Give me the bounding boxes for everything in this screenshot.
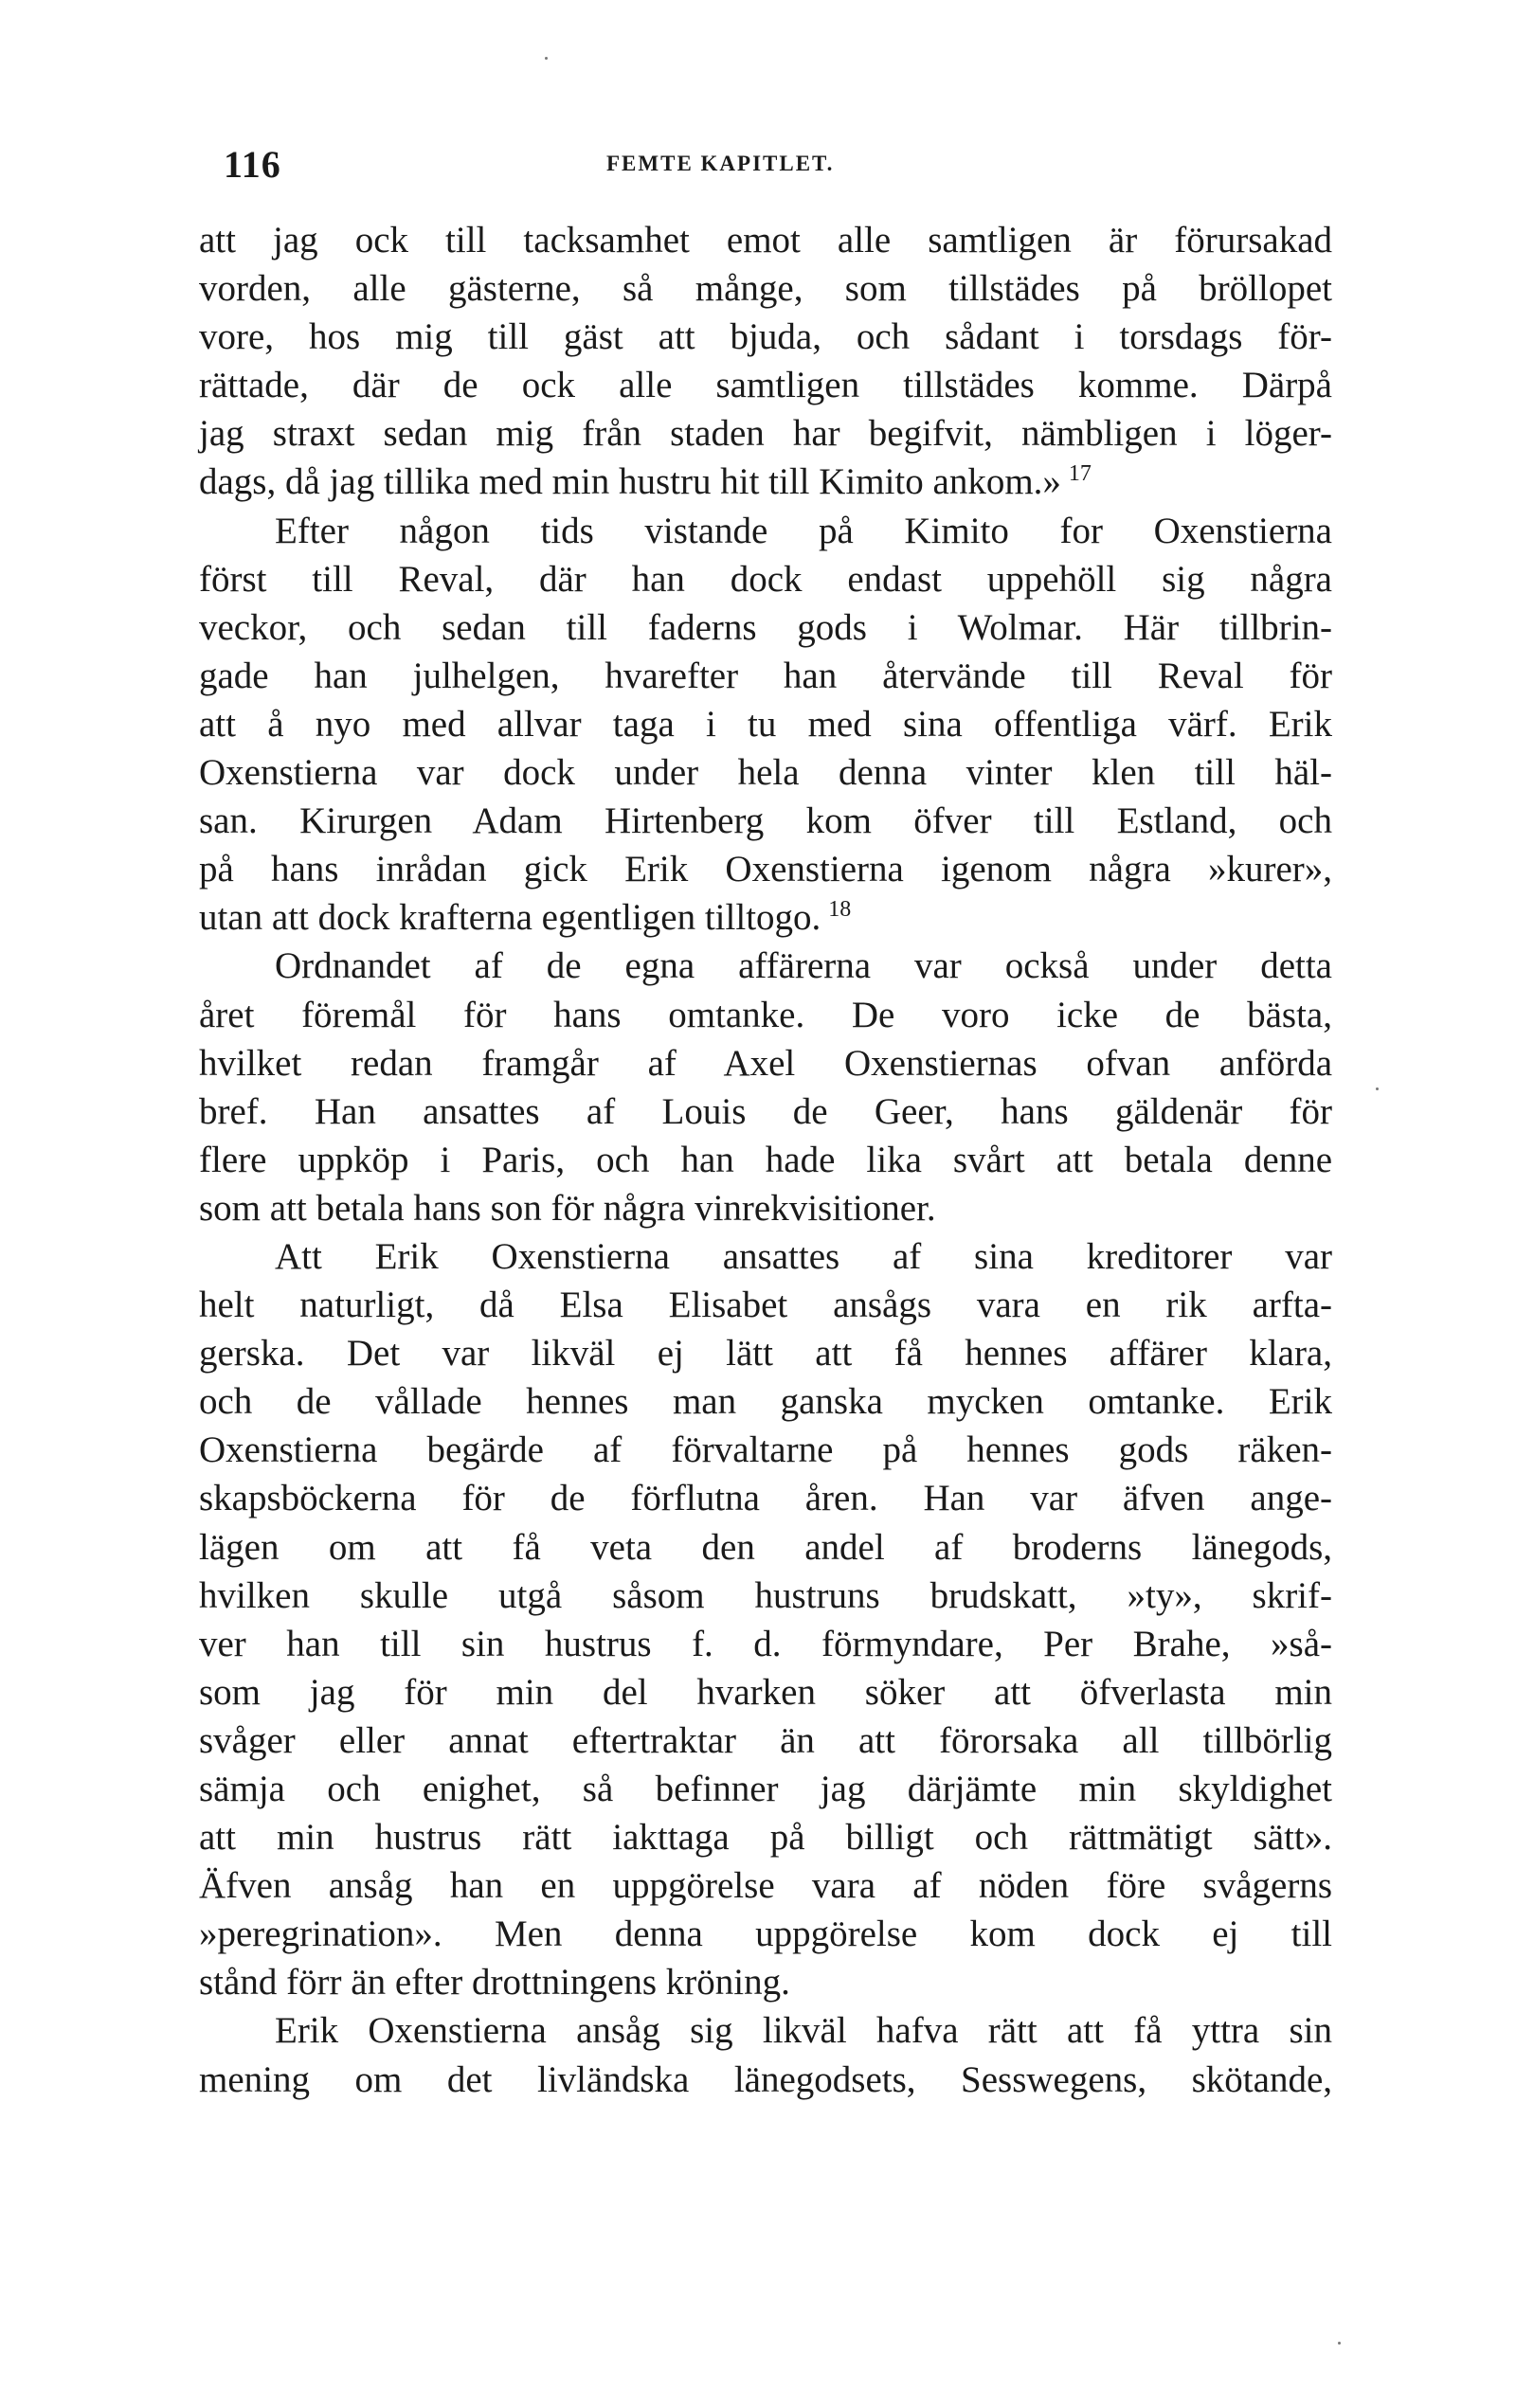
text-line: först till Reval, där han dock endast uppehöll sig några [199, 558, 1332, 600]
text-line: sämja och enighet, så befinner jag därjämte min skyldighet [199, 1769, 1332, 1809]
text-line: svåger eller annat eftertraktar än att förorsaka all tillbörlig [199, 1719, 1332, 1761]
text-line: och de vållade hennes man ganska mycken omtanke. Erik [199, 1381, 1332, 1423]
text-line: hvilken skulle utgå såsom hustruns brudskatt, »ty», skrif- [199, 1574, 1332, 1616]
text-line: vore, hos mig till gäst att bjuda, och sådant i torsdags för- [199, 316, 1332, 358]
text-line: som att betala hans son för några vinrekvisitioner. [199, 1187, 936, 1229]
text-line: bref. Han ansattes af Louis de Geer, hans gäldenär för [199, 1090, 1332, 1132]
text-line: jag straxt sedan mig från staden har begifvit, nämbligen i löger- [199, 413, 1332, 455]
text-line: »peregrination». Men denna uppgörelse kom dock ej till [199, 1914, 1332, 1955]
paper-speck [545, 57, 548, 60]
text-line: mening om det livländska länegodsets, Sesswegens, skötande, [199, 2058, 1332, 2100]
running-title: FEMTE KAPITLET. [606, 152, 835, 175]
paper-speck [1376, 1087, 1379, 1090]
text-line: året föremål för hans omtanke. De voro icke de bästa, [199, 994, 1332, 1035]
paper-speck [1338, 2342, 1341, 2345]
text-line: gerska. Det var likväl ej lätt att få hennes affärer klara, [199, 1333, 1332, 1375]
footnote-reference: 17 [1068, 461, 1092, 487]
text-line: flere uppköp i Paris, och han hade lika svårt att betala denne [199, 1139, 1332, 1180]
text-line: rättade, där de ock alle samtligen tillstädes komme. Därpå [199, 365, 1332, 406]
text-line: stånd förr än efter drottningens kröning. [199, 1962, 790, 2004]
text-line: hvilket redan framgår af Axel Oxenstiernas ofvan anförda [199, 1042, 1332, 1084]
body-text [199, 216, 1332, 2104]
footnote-reference: 18 [828, 897, 852, 923]
text-line: att min hustrus rätt iakttaga på billigt och rättmätigt sätt». [199, 1817, 1332, 1859]
text-line: att jag ock till tacksamhet emot alle samtligen är förursakad [199, 220, 1332, 261]
text-line: Att Erik Oxenstierna ansattes af sina kreditorer var [275, 1235, 1332, 1277]
text-line: ver han till sin hustrus f. d. förmyndare, Per Brahe, »så- [199, 1623, 1332, 1664]
text-line: Erik Oxenstierna ansåg sig likväl hafva rätt att få yttra sin [275, 2010, 1332, 2052]
text-line: att å nyo med allvar taga i tu med sina offentliga värf. Erik [199, 703, 1332, 745]
text-line: Oxenstierna begärde af förvaltarne på hennes gods räken- [199, 1429, 1332, 1471]
text-line: på hans inrådan gick Erik Oxenstierna igenom några »kurer», [199, 849, 1332, 890]
text-line: utan att dock krafterna egentligen tilltogo. $^{18}$ [199, 897, 852, 939]
text-line: Ordnandet af de egna affärerna var också under detta [275, 945, 1332, 987]
text-line: Äfven ansåg han en uppgörelse vara af nöden före svågerns [199, 1865, 1332, 1907]
page-number: 116 [224, 143, 281, 186]
text-line: skapsböckerna för de förflutna åren. Han var äfven ange- [199, 1478, 1332, 1519]
text-line: Efter någon tids vistande på Kimito for Oxenstierna [275, 510, 1332, 551]
text-line: veckor, och sedan till faderns gods i Wolmar. Här tillbrin- [199, 606, 1332, 648]
text-line: gade han julhelgen, hvarefter han återvände till Reval för [199, 655, 1332, 696]
text-line: helt naturligt, då Elsa Elisabet ansågs vara en rik arfta- [199, 1285, 1332, 1326]
text-line: Oxenstierna var dock under hela denna vinter klen till häl- [199, 752, 1332, 794]
text-line: dags, då jag tillika med min hustru hit till Kimito ankom.» $^{17}$ [199, 461, 1092, 503]
text-line: vorden, alle gästerne, så månge, som tillstädes på bröllopet [199, 268, 1332, 310]
text-line: san. Kirurgen Adam Hirtenberg kom öfver till Estland, och [199, 800, 1332, 842]
text-line: som jag för min del hvarken söker att öfverlasta min [199, 1671, 1332, 1713]
text-line: lägen om att få veta den andel af broderns länegods, [199, 1526, 1332, 1568]
